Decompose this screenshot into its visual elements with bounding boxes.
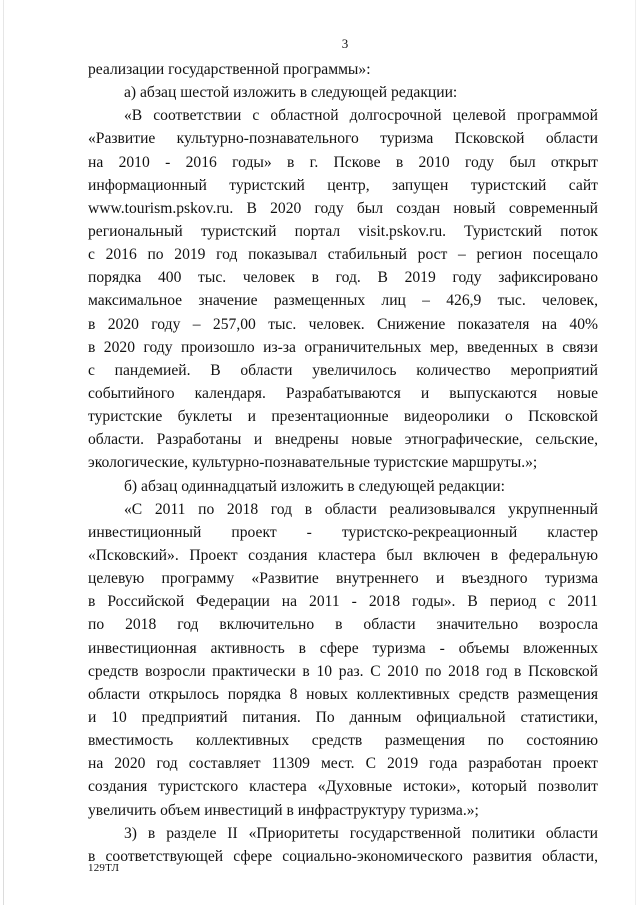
- text-line: 3) в разделе II «Приоритеты государственной политики области: [124, 824, 598, 842]
- document-body: [88, 58, 598, 868]
- text-line: увеличить объем инвестиций в инфраструктуру туризма.»;: [88, 801, 479, 819]
- text-line: информационный туристский центр, запущен туристский сайт: [88, 176, 598, 194]
- text-line: вместимость коллективных средств размещения по состоянию: [88, 732, 598, 750]
- text-line: в соответствующей сфере социально-экономического развития области,: [88, 847, 598, 865]
- text-line: экологические, культурно-познавательные туристские маршруты.»;: [88, 454, 538, 472]
- text-line: «Развитие культурно-познавательного туризма Псковской области: [88, 130, 598, 148]
- text-line: на 2010 - 2016 годы» в г. Пскове в 2010 году был открыт: [88, 153, 598, 171]
- text-line: туристские буклеты и презентационные видеоролики о Псковской: [88, 408, 598, 426]
- text-line: с пандемией. В области увеличилось количество мероприятий: [88, 361, 598, 379]
- text-line: области открылось порядка 8 новых коллективных средств размещения: [88, 685, 598, 703]
- text-line: в Российской Федерации на 2011 - 2018 годы». В период с 2011: [88, 593, 598, 611]
- document-code: 129ТЛ: [88, 862, 120, 874]
- text-line: реализации государственной программы»:: [88, 61, 371, 78]
- text-line: на 2020 год составляет 11309 мест. С 2019 года разработан проект: [88, 755, 598, 773]
- text-line: и 10 предприятий питания. По данным официальной статистики,: [88, 708, 598, 726]
- scan-edge-left: [3, 0, 4, 905]
- text-line: максимальное значение размещенных лиц – 426,9 тыс. человек,: [88, 292, 598, 310]
- text-line: событийного календаря. Разрабатываются и выпускаются новые: [88, 384, 598, 402]
- text-line: региональный туристский портал visit.pskov.ru. Туристский поток: [88, 222, 598, 240]
- text-line: «С 2011 по 2018 год в области реализовывался укрупненный: [124, 500, 598, 518]
- page-number: 3: [341, 36, 349, 51]
- text-line: с 2016 по 2019 год показывал стабильный рост – регион посещало: [88, 246, 598, 264]
- text-line: а) абзац шестой изложить в следующей редакции:: [124, 84, 458, 102]
- text-line: б) абзац одиннадцатый изложить в следующей редакции:: [124, 477, 505, 495]
- text-line: в 2020 году произошло из-за ограничительных мер, введенных в связи: [88, 338, 598, 356]
- text-line: инвестиционный проект - туристско-рекреационный кластер: [88, 523, 598, 541]
- text-line: области. Разработаны и внедрены новые этнографические, сельские,: [88, 431, 598, 449]
- text-line: порядка 400 тыс. человек в год. В 2019 году зафиксировано: [88, 269, 598, 287]
- text-line: создания туристского кластера «Духовные истоки», который позволит: [88, 778, 598, 796]
- text-line: «В соответствии с областной долгосрочной целевой программой: [124, 107, 598, 125]
- text-line: в 2020 году – 257,00 тыс. человек. Снижение показателя на 40%: [88, 315, 598, 333]
- text-line: целевую программу «Развитие внутреннего и въездного туризма: [88, 570, 598, 588]
- text-line: по 2018 год включительно в области значительно возросла: [88, 616, 598, 634]
- scan-edge-right: [635, 0, 636, 905]
- text-line: «Псковский». Проект создания кластера был включен в федеральную: [88, 546, 598, 564]
- text-line: средств возросли практически в 10 раз. С 2010 по 2018 год в Псковской: [88, 662, 598, 680]
- text-line: инвестиционная активность в сфере туризма - объемы вложенных: [88, 639, 598, 657]
- text-line: www.tourism.pskov.ru. В 2020 году был создан новый современный: [88, 199, 598, 217]
